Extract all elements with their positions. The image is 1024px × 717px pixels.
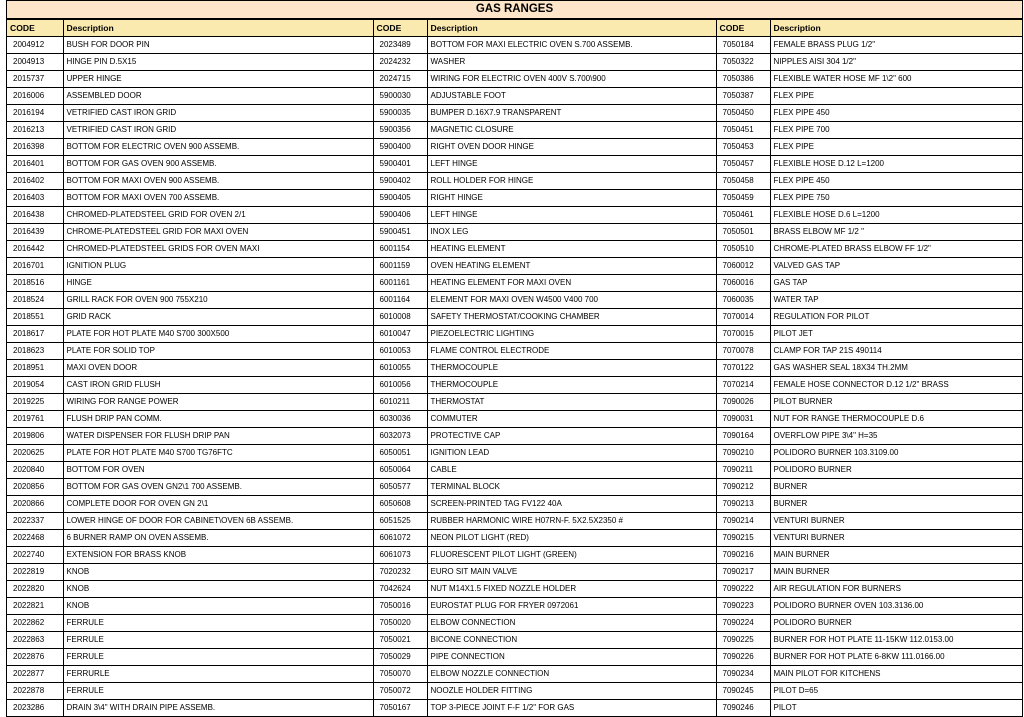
cell-code-1: 2016403 [7, 190, 63, 207]
cell-description-2: ROLL HOLDER FOR HINGE [427, 173, 716, 190]
cell-code-1: 2022468 [7, 530, 63, 547]
cell-description-2: THERMOCOUPLE [427, 360, 716, 377]
cell-code-1: 2015737 [7, 71, 63, 88]
cell-code-2: 6061072 [373, 530, 427, 547]
cell-code-2: 6050608 [373, 496, 427, 513]
cell-code-3: 7090210 [716, 445, 770, 462]
cell-code-3: 7070214 [716, 377, 770, 394]
cell-code-2: 6001161 [373, 275, 427, 292]
cell-code-1: 2022820 [7, 581, 63, 598]
cell-description-2: NUT M14X1.5 FIXED NOZZLE HOLDER [427, 581, 716, 598]
header-row [7, 20, 1022, 37]
cell-code-2: 7050167 [373, 700, 427, 717]
cell-description-2: HEATING ELEMENT [427, 241, 716, 258]
cell-description-2: RUBBER HARMONIC WIRE H07RN-F. 5X2.5X2350 # [427, 513, 716, 530]
cell-description-2: EUROSTAT PLUG FOR FRYER 0972061 [427, 598, 716, 615]
cell-code-2: 5900035 [373, 105, 427, 122]
cell-code-3: 7050459 [716, 190, 770, 207]
cell-description-1: DRAIN 3\4" WITH DRAIN PIPE ASSEMB. [63, 700, 373, 717]
cell-description-3: VENTURI BURNER [770, 530, 1022, 547]
sheet-title: GAS RANGES [7, 0, 1022, 19]
table-row [7, 394, 1022, 411]
cell-description-3: FLEX PIPE [770, 88, 1022, 105]
cell-code-1: 2016442 [7, 241, 63, 258]
cell-description-3: MAIN PILOT FOR KITCHENS [770, 666, 1022, 683]
cell-code-1: 2019761 [7, 411, 63, 428]
cell-description-2: THERMOSTAT [427, 394, 716, 411]
cell-description-3: MAIN BURNER [770, 547, 1022, 564]
cell-code-1: 2022876 [7, 649, 63, 666]
cell-description-2: PIEZOELECTRIC LIGHTING [427, 326, 716, 343]
cell-code-1: 2018951 [7, 360, 63, 377]
cell-description-2: COMMUTER [427, 411, 716, 428]
cell-code-3: 7060035 [716, 292, 770, 309]
cell-description-3: FLEX PIPE [770, 139, 1022, 156]
cell-description-3: NIPPLES AISI 304 1/2" [770, 54, 1022, 71]
cell-code-1: 2023286 [7, 700, 63, 717]
cell-code-3: 7070015 [716, 326, 770, 343]
cell-description-3: VALVED GAS TAP [770, 258, 1022, 275]
cell-description-3: NUT FOR RANGE THERMOCOUPLE D.6 [770, 411, 1022, 428]
cell-description-1: KNOB [63, 564, 373, 581]
cell-code-1: 2020625 [7, 445, 63, 462]
table-row [7, 360, 1022, 377]
cell-code-1: 2016701 [7, 258, 63, 275]
cell-description-1: WIRING FOR RANGE POWER [63, 394, 373, 411]
cell-code-1: 2004913 [7, 54, 63, 71]
cell-description-2: IGNITION LEAD [427, 445, 716, 462]
cell-description-1: FERRULE [63, 683, 373, 700]
cell-description-2: BICONE CONNECTION [427, 632, 716, 649]
cell-description-3: OVERFLOW PIPE 3\4" H=35 [770, 428, 1022, 445]
cell-description-3: WATER TAP [770, 292, 1022, 309]
cell-description-3: PILOT JET [770, 326, 1022, 343]
cell-description-3: FLEX PIPE 450 [770, 105, 1022, 122]
cell-description-2: OVEN HEATING ELEMENT [427, 258, 716, 275]
cell-description-2: BOTTOM FOR MAXI ELECTRIC OVEN S.700 ASSEMB. [427, 37, 716, 54]
cell-code-2: 7050016 [373, 598, 427, 615]
cell-description-2: PROTECTIVE CAP [427, 428, 716, 445]
cell-code-3: 7050501 [716, 224, 770, 241]
cell-description-2: SAFETY THERMOSTAT/COOKING CHAMBER [427, 309, 716, 326]
cell-code-2: 5900406 [373, 207, 427, 224]
cell-code-1: 2022862 [7, 615, 63, 632]
cell-description-1: BOTTOM FOR GAS OVEN 900 ASSEMB. [63, 156, 373, 173]
cell-description-2: CABLE [427, 462, 716, 479]
cell-description-2: HEATING ELEMENT FOR MAXI OVEN [427, 275, 716, 292]
cell-description-3: BURNER FOR HOT PLATE 11-15KW 112.0153.00 [770, 632, 1022, 649]
cell-code-1: 2022821 [7, 598, 63, 615]
cell-code-1: 2018623 [7, 343, 63, 360]
cell-description-2: PIPE CONNECTION [427, 649, 716, 666]
table-row [7, 666, 1022, 683]
cell-description-3: FLEX PIPE 700 [770, 122, 1022, 139]
cell-code-1: 2018617 [7, 326, 63, 343]
cell-description-3: REGULATION FOR PILOT [770, 309, 1022, 326]
cell-description-3: FLEXIBLE HOSE D.6 L=1200 [770, 207, 1022, 224]
header-code-3: CODE [716, 20, 770, 37]
cell-description-3: PILOT BURNER [770, 394, 1022, 411]
cell-description-1: BOTTOM FOR ELECTRIC OVEN 900 ASSEMB. [63, 139, 373, 156]
table-row [7, 649, 1022, 666]
cell-code-2: 5900451 [373, 224, 427, 241]
cell-description-3: PILOT D=65 [770, 683, 1022, 700]
cell-code-3: 7050461 [716, 207, 770, 224]
table-row [7, 258, 1022, 275]
table-row [7, 496, 1022, 513]
cell-description-1: GRID RACK [63, 309, 373, 326]
cell-description-1: FLUSH DRIP PAN COMM. [63, 411, 373, 428]
cell-description-1: FERRULE [63, 649, 373, 666]
cell-code-1: 2022877 [7, 666, 63, 683]
table-row [7, 241, 1022, 258]
cell-description-3: FLEX PIPE 750 [770, 190, 1022, 207]
cell-description-3: CLAMP FOR TAP 21S 490114 [770, 343, 1022, 360]
header-description-2: Description [427, 20, 716, 37]
cell-description-1: UPPER HINGE [63, 71, 373, 88]
cell-description-1: BUSH FOR DOOR PIN [63, 37, 373, 54]
cell-description-2: FLUORESCENT PILOT LIGHT (GREEN) [427, 547, 716, 564]
cell-code-2: 5900402 [373, 173, 427, 190]
cell-code-2: 6050051 [373, 445, 427, 462]
cell-code-3: 7050184 [716, 37, 770, 54]
cell-description-2: WASHER [427, 54, 716, 71]
cell-code-2: 2024715 [373, 71, 427, 88]
cell-description-2: NOOZLE HOLDER FITTING [427, 683, 716, 700]
cell-code-3: 7090225 [716, 632, 770, 649]
table-row [7, 71, 1022, 88]
cell-code-3: 7090211 [716, 462, 770, 479]
cell-code-3: 7090217 [716, 564, 770, 581]
table-row [7, 479, 1022, 496]
cell-description-3: MAIN BURNER [770, 564, 1022, 581]
cell-code-3: 7090245 [716, 683, 770, 700]
table-row [7, 173, 1022, 190]
parts-sheet [6, 0, 1023, 717]
cell-code-2: 6010008 [373, 309, 427, 326]
table-row [7, 615, 1022, 632]
cell-code-3: 7090246 [716, 700, 770, 717]
cell-code-3: 7090222 [716, 581, 770, 598]
cell-code-2: 5900356 [373, 122, 427, 139]
table-row [7, 122, 1022, 139]
cell-description-1: GRILL RACK FOR OVEN 900 755X210 [63, 292, 373, 309]
cell-description-3: CHROME-PLATED BRASS ELBOW FF 1/2" [770, 241, 1022, 258]
cell-code-2: 5900400 [373, 139, 427, 156]
cell-code-2: 6030036 [373, 411, 427, 428]
table-row [7, 156, 1022, 173]
cell-code-1: 2016401 [7, 156, 63, 173]
cell-code-2: 6050064 [373, 462, 427, 479]
cell-description-3: VENTURI BURNER [770, 513, 1022, 530]
cell-description-3: GAS TAP [770, 275, 1022, 292]
cell-code-1: 2016402 [7, 173, 63, 190]
cell-description-1: MAXI OVEN DOOR [63, 360, 373, 377]
table-row [7, 513, 1022, 530]
cell-description-2: THERMOCOUPLE [427, 377, 716, 394]
cell-code-3: 7090031 [716, 411, 770, 428]
cell-code-3: 7090226 [716, 649, 770, 666]
cell-description-2: INOX LEG [427, 224, 716, 241]
cell-description-2: MAGNETIC CLOSURE [427, 122, 716, 139]
cell-description-3: BURNER [770, 496, 1022, 513]
parts-table [7, 19, 1022, 717]
cell-description-1: BOTTOM FOR MAXI OVEN 900 ASSEMB. [63, 173, 373, 190]
table-row [7, 411, 1022, 428]
cell-description-1: 6 BURNER RAMP ON OVEN ASSEMB. [63, 530, 373, 547]
cell-description-1: BOTTOM FOR MAXI OVEN 700 ASSEMB. [63, 190, 373, 207]
cell-code-1: 2022740 [7, 547, 63, 564]
cell-code-2: 6010056 [373, 377, 427, 394]
table-row [7, 292, 1022, 309]
cell-code-3: 7090216 [716, 547, 770, 564]
cell-description-2: ELBOW CONNECTION [427, 615, 716, 632]
cell-description-3: FLEX PIPE 450 [770, 173, 1022, 190]
cell-code-3: 7090212 [716, 479, 770, 496]
cell-code-1: 2022337 [7, 513, 63, 530]
header-code-1: CODE [7, 20, 63, 37]
cell-code-1: 2016194 [7, 105, 63, 122]
cell-code-3: 7090214 [716, 513, 770, 530]
cell-code-1: 2022878 [7, 683, 63, 700]
cell-description-3: BURNER FOR HOT PLATE 6-8KW 111.0166.00 [770, 649, 1022, 666]
table-row [7, 547, 1022, 564]
cell-code-3: 7090213 [716, 496, 770, 513]
cell-code-3: 7050510 [716, 241, 770, 258]
table-row [7, 598, 1022, 615]
cell-description-1: BOTTOM FOR OVEN [63, 462, 373, 479]
cell-description-3: FEMALE BRASS PLUG 1/2" [770, 37, 1022, 54]
table-row [7, 207, 1022, 224]
cell-code-1: 2022819 [7, 564, 63, 581]
cell-description-3: POLIDORO BURNER [770, 615, 1022, 632]
cell-description-1: EXTENSION FOR BRASS KNOB [63, 547, 373, 564]
cell-description-3: PILOT [770, 700, 1022, 717]
cell-code-3: 7090215 [716, 530, 770, 547]
header-description-1: Description [63, 20, 373, 37]
cell-description-1: HINGE [63, 275, 373, 292]
cell-code-1: 2022863 [7, 632, 63, 649]
cell-code-1: 2018524 [7, 292, 63, 309]
table-row [7, 309, 1022, 326]
cell-code-2: 6001159 [373, 258, 427, 275]
cell-code-2: 6032073 [373, 428, 427, 445]
cell-code-2: 5900030 [373, 88, 427, 105]
cell-description-1: CHROMED-PLATEDSTEEL GRID FOR OVEN 2/1 [63, 207, 373, 224]
cell-code-2: 5900405 [373, 190, 427, 207]
cell-description-1: WATER DISPENSER FOR FLUSH DRIP PAN [63, 428, 373, 445]
cell-code-2: 6001164 [373, 292, 427, 309]
cell-code-2: 7050020 [373, 615, 427, 632]
cell-code-2: 6010055 [373, 360, 427, 377]
table-row [7, 530, 1022, 547]
cell-code-2: 7020232 [373, 564, 427, 581]
cell-code-1: 2020866 [7, 496, 63, 513]
cell-description-2: BUMPER D.16X7.9 TRANSPARENT [427, 105, 716, 122]
cell-description-2: EURO SIT MAIN VALVE [427, 564, 716, 581]
cell-description-2: LEFT HINGE [427, 156, 716, 173]
cell-description-3: BRASS ELBOW MF 1/2 " [770, 224, 1022, 241]
cell-description-1: CHROME-PLATEDSTEEL GRID FOR MAXI OVEN [63, 224, 373, 241]
table-row [7, 88, 1022, 105]
cell-code-1: 2020840 [7, 462, 63, 479]
cell-code-2: 6010211 [373, 394, 427, 411]
cell-code-1: 2020856 [7, 479, 63, 496]
table-row [7, 564, 1022, 581]
table-row [7, 343, 1022, 360]
cell-code-1: 2016006 [7, 88, 63, 105]
cell-code-2: 6050577 [373, 479, 427, 496]
cell-code-3: 7090224 [716, 615, 770, 632]
table-row [7, 37, 1022, 54]
cell-code-1: 2016439 [7, 224, 63, 241]
cell-description-3: FEMALE HOSE CONNECTOR D.12 1/2" BRASS [770, 377, 1022, 394]
cell-description-1: CHROMED-PLATEDSTEEL GRIDS FOR OVEN MAXI [63, 241, 373, 258]
header-description-3: Description [770, 20, 1022, 37]
cell-description-1: IGNITION PLUG [63, 258, 373, 275]
cell-description-2: TOP 3-PIECE JOINT F-F 1/2" FOR GAS [427, 700, 716, 717]
cell-code-3: 7070122 [716, 360, 770, 377]
cell-description-2: TERMINAL BLOCK [427, 479, 716, 496]
cell-description-2: ADJUSTABLE FOOT [427, 88, 716, 105]
cell-description-1: FERRULE [63, 615, 373, 632]
table-row [7, 54, 1022, 71]
table-row [7, 105, 1022, 122]
cell-code-2: 7050029 [373, 649, 427, 666]
cell-description-1: PLATE FOR SOLID TOP [63, 343, 373, 360]
cell-code-3: 7060012 [716, 258, 770, 275]
cell-code-2: 2024232 [373, 54, 427, 71]
cell-description-1: KNOB [63, 598, 373, 615]
cell-code-1: 2019806 [7, 428, 63, 445]
cell-code-2: 6010053 [373, 343, 427, 360]
cell-code-2: 7050070 [373, 666, 427, 683]
table-row [7, 428, 1022, 445]
cell-code-3: 7090164 [716, 428, 770, 445]
cell-description-1: PLATE FOR HOT PLATE M40 S700 300X500 [63, 326, 373, 343]
cell-code-3: 7090223 [716, 598, 770, 615]
cell-code-2: 7050072 [373, 683, 427, 700]
cell-description-1: COMPLETE DOOR FOR OVEN GN 2\1 [63, 496, 373, 513]
cell-description-2: RIGHT OVEN DOOR HINGE [427, 139, 716, 156]
cell-description-2: RIGHT HINGE [427, 190, 716, 207]
cell-code-2: 7042624 [373, 581, 427, 598]
cell-description-1: VETRIFIED CAST IRON GRID [63, 122, 373, 139]
cell-description-3: POLIDORO BURNER OVEN 103.3136.00 [770, 598, 1022, 615]
cell-description-1: KNOB [63, 581, 373, 598]
table-row [7, 326, 1022, 343]
cell-code-3: 7050450 [716, 105, 770, 122]
cell-code-1: 2018516 [7, 275, 63, 292]
cell-description-1: ASSEMBLED DOOR [63, 88, 373, 105]
cell-code-2: 5900401 [373, 156, 427, 173]
table-row [7, 190, 1022, 207]
cell-code-3: 7090026 [716, 394, 770, 411]
cell-code-1: 2019054 [7, 377, 63, 394]
cell-description-2: SCREEN-PRINTED TAG FV122 40A [427, 496, 716, 513]
cell-code-3: 7090234 [716, 666, 770, 683]
cell-description-3: POLIDORO BURNER [770, 462, 1022, 479]
header-code-2: CODE [373, 20, 427, 37]
cell-code-2: 7050021 [373, 632, 427, 649]
table-row [7, 581, 1022, 598]
cell-description-1: FERRULE [63, 632, 373, 649]
cell-code-3: 7070014 [716, 309, 770, 326]
table-row [7, 700, 1022, 717]
cell-code-1: 2004912 [7, 37, 63, 54]
cell-code-1: 2018551 [7, 309, 63, 326]
cell-description-2: ELBOW NOZZLE CONNECTION [427, 666, 716, 683]
cell-code-3: 7070078 [716, 343, 770, 360]
cell-code-3: 7050457 [716, 156, 770, 173]
cell-code-3: 7060016 [716, 275, 770, 292]
cell-code-2: 2023489 [373, 37, 427, 54]
table-row [7, 683, 1022, 700]
cell-description-3: FLEXIBLE HOSE D.12 L=1200 [770, 156, 1022, 173]
cell-code-1: 2016213 [7, 122, 63, 139]
table-row [7, 462, 1022, 479]
cell-code-2: 6010047 [373, 326, 427, 343]
cell-description-1: VETRIFIED CAST IRON GRID [63, 105, 373, 122]
cell-description-1: LOWER HINGE OF DOOR FOR CABINET\OVEN 6B ASSEMB. [63, 513, 373, 530]
cell-code-3: 7050453 [716, 139, 770, 156]
table-row [7, 377, 1022, 394]
table-row [7, 632, 1022, 649]
table-body [7, 37, 1022, 717]
cell-description-3: BURNER [770, 479, 1022, 496]
table-row [7, 224, 1022, 241]
cell-description-2: NEON PILOT LIGHT (RED) [427, 530, 716, 547]
cell-description-2: ELEMENT FOR MAXI OVEN W4500 V400 700 [427, 292, 716, 309]
cell-code-3: 7050458 [716, 173, 770, 190]
table-row [7, 445, 1022, 462]
table-row [7, 275, 1022, 292]
cell-description-3: GAS WASHER SEAL 18X34 TH.2MM [770, 360, 1022, 377]
cell-code-1: 2016398 [7, 139, 63, 156]
cell-code-1: 2019225 [7, 394, 63, 411]
cell-code-1: 2016438 [7, 207, 63, 224]
cell-description-1: CAST IRON GRID FLUSH [63, 377, 373, 394]
cell-code-3: 7050322 [716, 54, 770, 71]
cell-description-2: LEFT HINGE [427, 207, 716, 224]
cell-description-2: FLAME CONTROL ELECTRODE [427, 343, 716, 360]
cell-code-2: 6051525 [373, 513, 427, 530]
cell-description-3: FLEXIBLE WATER HOSE MF 1\2" 600 [770, 71, 1022, 88]
cell-description-1: PLATE FOR HOT PLATE M40 S700 TG76FTC [63, 445, 373, 462]
cell-description-1: HINGE PIN D.5X15 [63, 54, 373, 71]
cell-code-2: 6061073 [373, 547, 427, 564]
cell-code-2: 6001154 [373, 241, 427, 258]
cell-code-3: 7050386 [716, 71, 770, 88]
cell-description-3: POLIDORO BURNER 103.3109.00 [770, 445, 1022, 462]
table-row [7, 139, 1022, 156]
cell-code-3: 7050451 [716, 122, 770, 139]
cell-description-3: AIR REGULATION FOR BURNERS [770, 581, 1022, 598]
cell-description-2: WIRING FOR ELECTRIC OVEN 400V S.700\900 [427, 71, 716, 88]
cell-description-1: FERRURLE [63, 666, 373, 683]
cell-code-3: 7050387 [716, 88, 770, 105]
cell-description-1: BOTTOM FOR GAS OVEN GN2\1 700 ASSEMB. [63, 479, 373, 496]
